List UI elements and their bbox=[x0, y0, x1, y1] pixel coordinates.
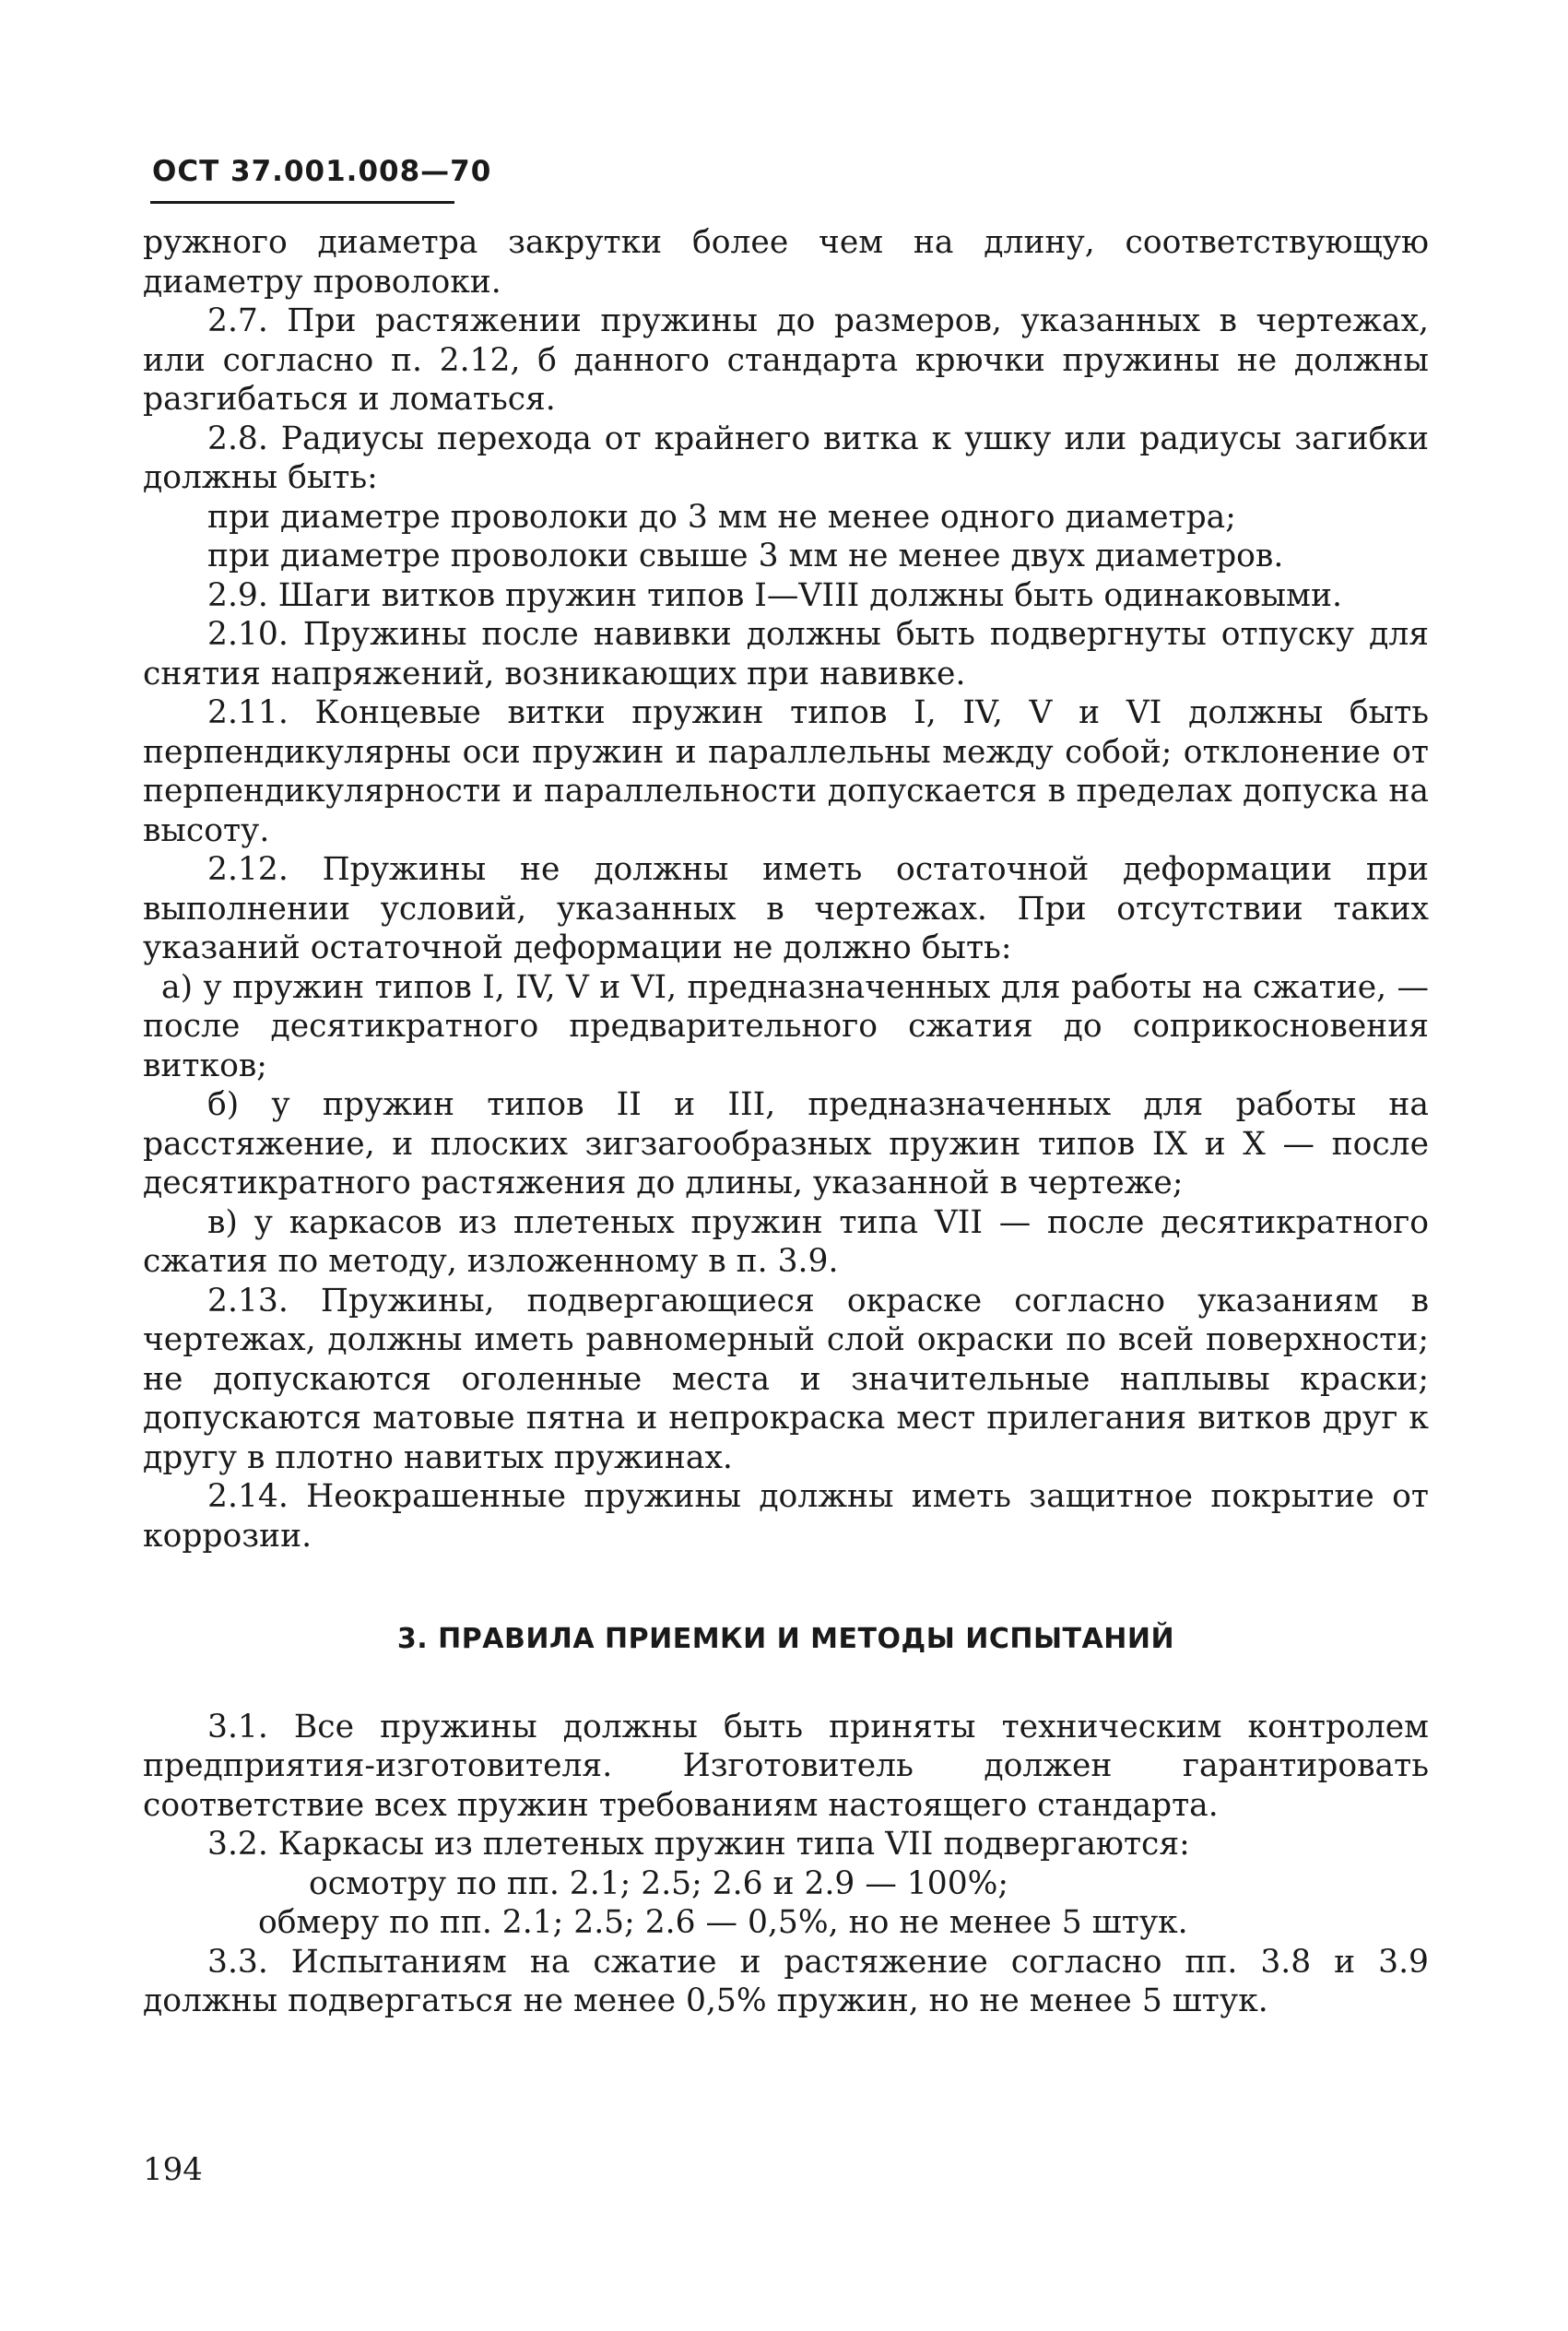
paragraph-2-8: 2.8. Радиусы перехода от крайнего витка к ушку или радиусы загибки должны быть: bbox=[143, 420, 1429, 496]
paragraph-3-2-item-2: обмеру по пп. 2.1; 2.5; 2.6 — 0,5%, но не менее 5 штук. bbox=[258, 1904, 1188, 1941]
paragraph-2-7: 2.7. При растяжении пружины до размеров, указанных в чертежах, или согласно п. 2.12, б данного стандарта крючки пружины не должны разгибаться и ломаться. bbox=[143, 302, 1429, 418]
paragraph-2-12-a: а) у пружин типов I, IV, V и VI, предназначенных для работы на сжатие, — после десятикратного предварительного сжатия до соприкосновения витков; bbox=[143, 968, 1429, 1084]
paragraph-2-11: 2.11. Концевые витки пружин типов I, IV, V и VI должны быть перпендикулярны оси пружин и параллельны между собой; отклонение от перпендикулярности и параллельности допускается в пределах допуска на высоту. bbox=[143, 694, 1429, 849]
paragraph-3-2-item-1: осмотру по пп. 2.1; 2.5; 2.6 и 2.9 — 100%; bbox=[309, 1864, 1009, 1902]
document-body bbox=[143, 223, 1429, 2021]
paragraph-2-12: 2.12. Пружины не должны иметь остаточной деформации при выполнении условий, указанных в чертежах. При отсутствии таких указаний остаточной деформации не должно быть: bbox=[143, 851, 1429, 966]
paragraph-2-13: 2.13. Пружины, подвергающиеся окраске согласно указаниям в чертежах, должны иметь равномерный слой окраски по всей поверхности; не допускаются оголенные места и значительные наплывы краски; допускаются матовые пятна и непрокраска мест прилегания витков друг к другу в плотно навитых пружинах. bbox=[143, 1282, 1429, 1476]
paragraph-2-10: 2.10. Пружины после навивки должны быть подвергнуты отпуску для снятия напряжений, возникающих при навивке. bbox=[143, 616, 1429, 692]
paragraph-2-8-item-2: при диаметре проволоки свыше 3 мм не менее двух диаметров. bbox=[207, 538, 1284, 574]
standard-code-header: ОСТ 37.001.008—70 bbox=[152, 155, 492, 188]
paragraph-2-12-v: в) у каркасов из плетеных пружин типа VII — после десятикратного сжатия по методу, изложенному в п. 3.9. bbox=[143, 1203, 1429, 1280]
header-underline bbox=[150, 201, 454, 204]
paragraph-3-3: 3.3. Испытаниям на сжатие и растяжение согласно пп. 3.8 и 3.9 должны подвергаться не менее 0,5% пружин, но не менее 5 штук. bbox=[143, 1943, 1429, 2019]
page-number: 194 bbox=[143, 2151, 203, 2188]
paragraph-3-1: 3.1. Все пружины должны быть приняты техническим контролем предприятия-изготовителя. Изготовитель должен гарантировать соответствие всех пружин требованиям настоящего стандарта. bbox=[143, 1708, 1429, 1824]
paragraph-2-14: 2.14. Неокрашенные пружины должны иметь защитное покрытие от коррозии. bbox=[143, 1478, 1429, 1555]
paragraph-2-9: 2.9. Шаги витков пружин типов I—VIII должны быть одинаковыми. bbox=[207, 576, 1342, 614]
section-3-title: 3. ПРАВИЛА ПРИЕМКИ И МЕТОДЫ ИСПЫТАНИЙ bbox=[396, 1623, 1175, 1655]
paragraph-continuation: ружного диаметра закрутки более чем на длину, соответствующую диаметру проволоки. bbox=[143, 224, 1429, 301]
paragraph-3-2: 3.2. Каркасы из плетеных пружин типа VII подвергаются: bbox=[207, 1826, 1190, 1863]
paragraph-2-12-b: б) у пружин типов II и III, предназначенных для работы на расстяжение, и плоских зигзагообразных пружин типов IX и X — после десятикратного растяжения до длины, указанной в чертеже; bbox=[143, 1086, 1429, 1201]
paragraph-2-8-item-1: при диаметре проволоки до 3 мм не менее одного диаметра; bbox=[207, 498, 1236, 536]
